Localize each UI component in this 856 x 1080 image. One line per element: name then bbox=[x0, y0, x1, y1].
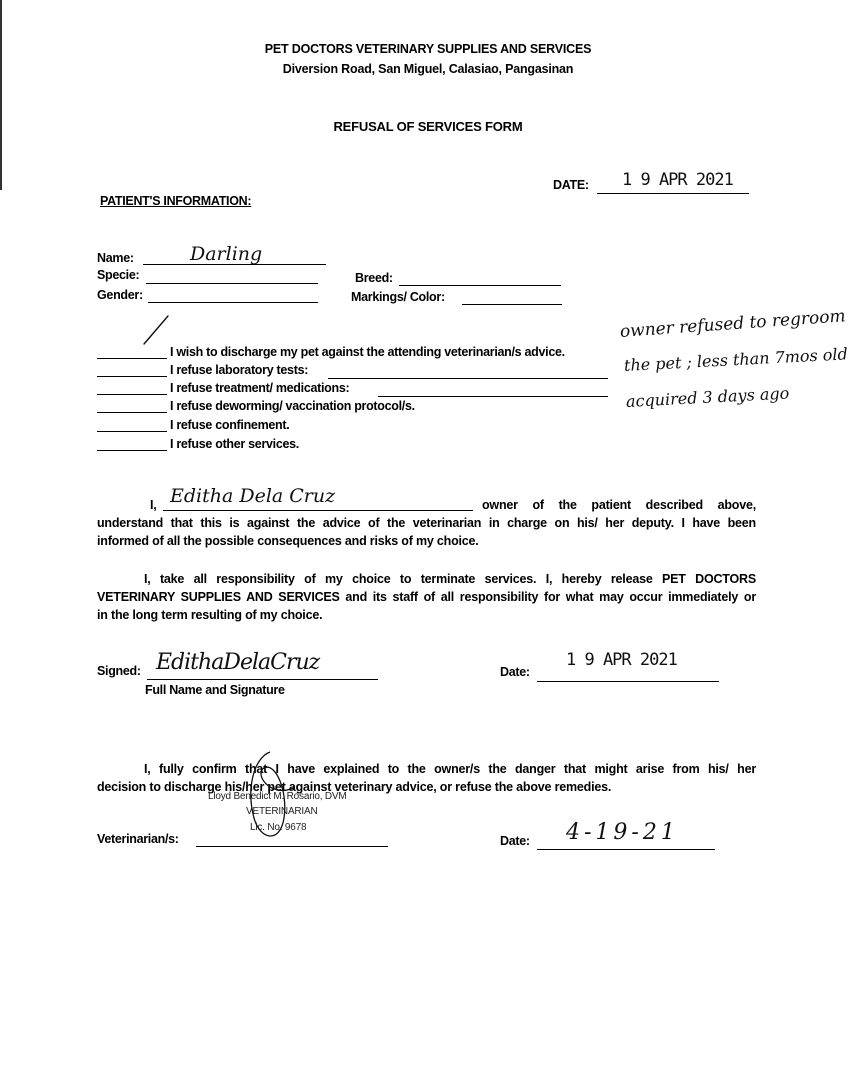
note-line-1: owner refused to regroom bbox=[619, 306, 847, 342]
specie-line bbox=[146, 283, 318, 284]
vet-date-label: Date: bbox=[500, 834, 530, 848]
owner-prefix: I, bbox=[150, 498, 157, 512]
owner-para2-line3: in the long term resulting of my choice. bbox=[97, 608, 323, 622]
owner-signature: EdithaDelaCruz bbox=[156, 650, 320, 675]
stamp-vet-title: VETERINARIAN bbox=[246, 806, 318, 817]
breed-label: Breed: bbox=[355, 271, 393, 285]
option-other: I refuse other services. bbox=[170, 437, 299, 451]
lab-tests-line bbox=[328, 378, 608, 379]
option-discharge: I wish to discharge my pet against the attending veterinarian/s advice. bbox=[170, 345, 565, 359]
scan-edge bbox=[0, 0, 2, 190]
vet-confirm-line1: I, fully confirm that I have explained to the owner/s the danger that might arise from his/ her bbox=[144, 762, 756, 776]
breed-line bbox=[399, 285, 561, 286]
option-blank-other[interactable] bbox=[97, 450, 167, 451]
vet-date-line bbox=[537, 849, 715, 850]
option-blank-discharge[interactable] bbox=[97, 358, 167, 359]
patient-section-title: PATIENT'S INFORMATION: bbox=[100, 194, 252, 208]
owner-para1-line3: informed of all the possible consequences and risks of my choice. bbox=[97, 534, 479, 548]
form-title: REFUSAL OF SERVICES FORM bbox=[333, 119, 523, 134]
owner-para2-line1: I, take all responsibility of my choice to terminate services. I, hereby release PET DOCTORS bbox=[144, 572, 756, 586]
option-treatment: I refuse treatment/ medications: bbox=[170, 381, 350, 395]
check-mark-icon bbox=[140, 312, 172, 348]
date-value: 1 9 APR 2021 bbox=[622, 170, 733, 190]
signature-date-line bbox=[537, 681, 719, 682]
treatment-line bbox=[378, 396, 608, 397]
date-line bbox=[597, 193, 749, 194]
option-confinement: I refuse confinement. bbox=[170, 418, 290, 432]
gender-line bbox=[148, 302, 318, 303]
owner-para2-line2: VETERINARY SUPPLIES AND SERVICES and its staff of all responsibility for what may occur immediately or bbox=[97, 590, 756, 604]
owner-name-line bbox=[163, 510, 473, 511]
date-label: DATE: bbox=[553, 178, 589, 192]
option-blank-treatment[interactable] bbox=[97, 394, 167, 395]
option-lab-tests: I refuse laboratory tests: bbox=[170, 363, 309, 377]
signature-caption: Full Name and Signature bbox=[145, 683, 285, 697]
specie-label: Specie: bbox=[97, 268, 140, 282]
note-line-3: acquired 3 days ago bbox=[625, 383, 790, 411]
vet-date-value: 4-19-21 bbox=[566, 820, 679, 845]
stamp-vet-name: Lloyd Benedict M. Rosario, DVM bbox=[208, 791, 347, 802]
option-blank-confinement[interactable] bbox=[97, 431, 167, 432]
signature-line bbox=[147, 679, 378, 680]
owner-name-value: Editha Dela Cruz bbox=[170, 485, 336, 507]
company-name: PET DOCTORS VETERINARY SUPPLIES AND SERVICES bbox=[264, 42, 592, 56]
stamp-vet-license: Lic. No. 9678 bbox=[250, 822, 307, 833]
signature-date-label: Date: bbox=[500, 665, 530, 679]
option-blank-lab[interactable] bbox=[97, 376, 167, 377]
name-label: Name: bbox=[97, 251, 134, 265]
note-line-2: the pet ; less than 7mos old bbox=[623, 344, 849, 375]
company-address: Diversion Road, San Miguel, Calasiao, Pangasinan bbox=[282, 62, 574, 76]
option-deworming: I refuse deworming/ vaccination protocol/s. bbox=[170, 399, 415, 413]
vet-confirm-line2: decision to discharge his/her pet against veterinary advice, or refuse the above remedies. bbox=[97, 780, 612, 794]
veterinarian-label: Veterinarian/s: bbox=[97, 832, 179, 846]
vet-signature-icon bbox=[240, 748, 302, 848]
markings-label: Markings/ Color: bbox=[351, 290, 445, 304]
signed-label: Signed: bbox=[97, 664, 141, 678]
veterinarian-line bbox=[196, 846, 388, 847]
owner-para1-rest: owner of the patient described above, bbox=[482, 498, 756, 512]
signature-date-value: 1 9 APR 2021 bbox=[566, 650, 677, 670]
markings-line bbox=[462, 304, 562, 305]
name-value: Darling bbox=[190, 243, 263, 265]
gender-label: Gender: bbox=[97, 288, 143, 302]
owner-para1-line2: understand that this is against the advice of the veterinarian in charge on his/ her deputy. I have been bbox=[97, 516, 756, 530]
option-blank-deworming[interactable] bbox=[97, 412, 167, 413]
